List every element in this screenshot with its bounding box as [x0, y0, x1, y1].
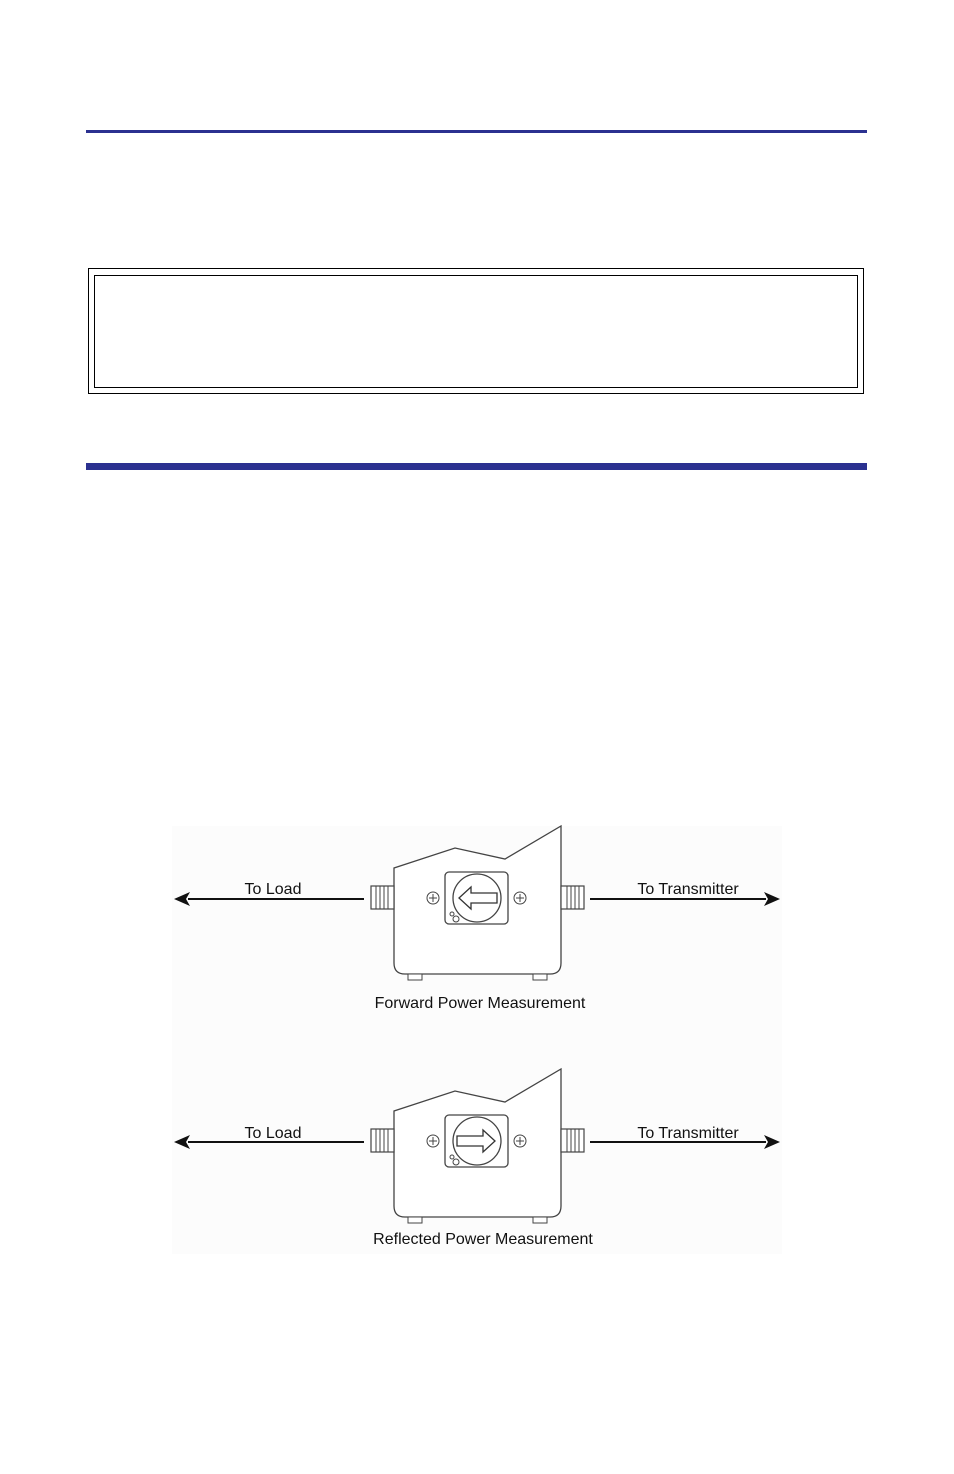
to-transmitter-arrowhead-icon	[764, 1135, 780, 1149]
reflected-to-transmitter-label: To Transmitter	[637, 1125, 739, 1142]
forward-caption: Forward Power Measurement	[374, 995, 586, 1012]
to-transmitter-arrowhead-icon	[764, 892, 780, 906]
forward-to-load-label: To Load	[244, 881, 302, 898]
forward-to-transmitter-label: To Transmitter	[637, 881, 739, 898]
forward-diagram	[174, 826, 780, 980]
reflected-to-load-label: To Load	[244, 1125, 302, 1142]
reflected-caption: Reflected Power Measurement	[373, 1231, 593, 1248]
to-load-arrowhead-icon	[174, 892, 190, 906]
reflected-diagram	[174, 1069, 780, 1223]
to-load-arrowhead-icon	[174, 1135, 190, 1149]
